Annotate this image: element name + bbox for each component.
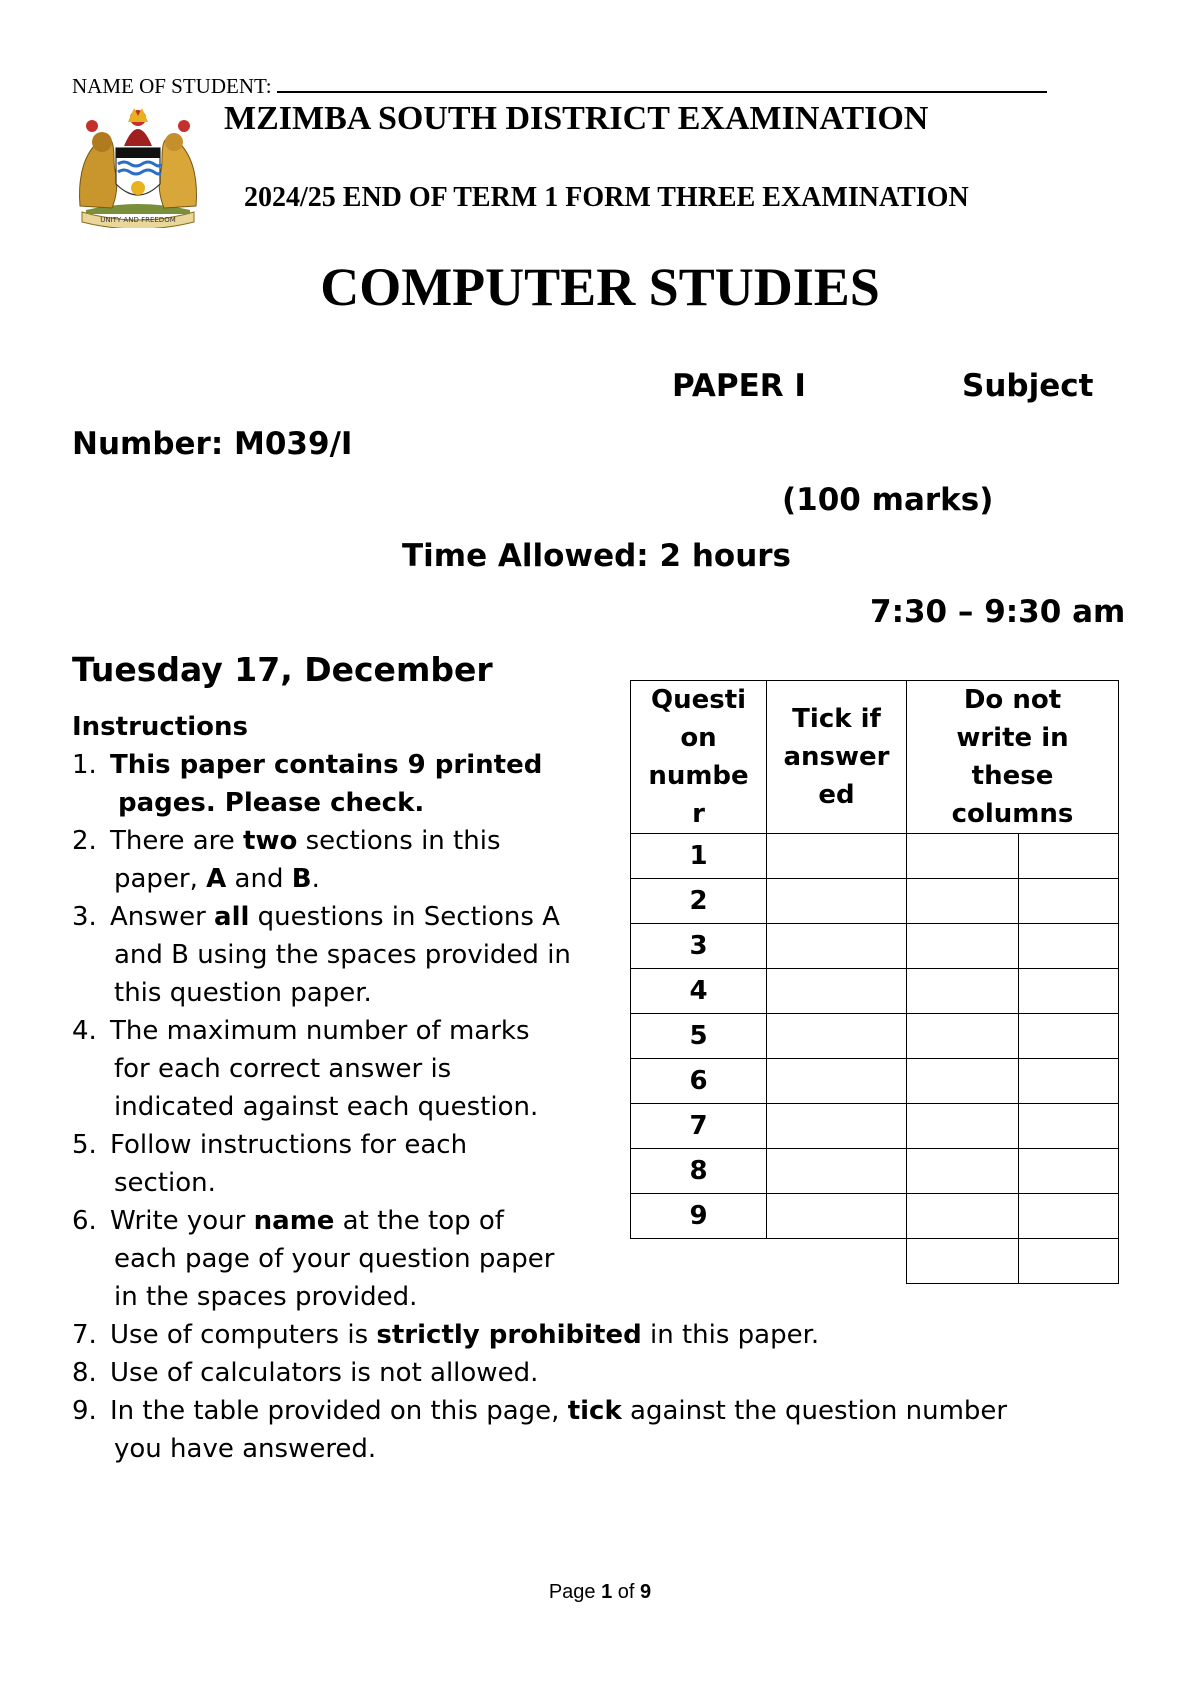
question-number: 7 xyxy=(631,1104,767,1149)
question-number: 4 xyxy=(631,969,767,1014)
student-name-blank[interactable] xyxy=(277,75,1047,93)
examiner-total-cell xyxy=(1019,1239,1119,1284)
page-word: Page xyxy=(548,1581,596,1603)
tick-cell[interactable] xyxy=(767,1059,907,1104)
examiner-cell xyxy=(907,1059,1019,1104)
tick-cell[interactable] xyxy=(767,834,907,879)
examiner-cell xyxy=(1019,924,1119,969)
student-name-label: NAME OF STUDENT: xyxy=(72,74,272,98)
tick-cell[interactable] xyxy=(767,1194,907,1239)
examiner-cell xyxy=(1019,1014,1119,1059)
page-footer xyxy=(0,1581,1200,1604)
exam-time: 7:30 – 9:30 am xyxy=(870,594,1126,630)
tick-cell[interactable] xyxy=(767,1014,907,1059)
instruction-item: 4. The maximum number of marks for each correct answer is indicated against each question. xyxy=(72,1016,539,1122)
instruction-item: 3. Answer all questions in Sections A and B using the spaces provided in this question paper. xyxy=(72,902,571,1008)
table-row xyxy=(631,1014,1119,1059)
examiner-cell xyxy=(907,1149,1019,1194)
tick-cell[interactable] xyxy=(767,969,907,1014)
instructions-heading: Instructions xyxy=(72,712,249,742)
examiner-cell xyxy=(1019,1104,1119,1149)
instruction-item: 5. Follow instructions for each section. xyxy=(72,1130,468,1198)
examiner-cell xyxy=(1019,1149,1119,1194)
subject-label: Subject xyxy=(962,368,1094,404)
question-number: 3 xyxy=(631,924,767,969)
question-number: 2 xyxy=(631,879,767,924)
question-number: 1 xyxy=(631,834,767,879)
total-marks: (100 marks) xyxy=(782,482,994,518)
examiner-cell xyxy=(1019,969,1119,1014)
examiner-cell xyxy=(907,1104,1019,1149)
table-row xyxy=(631,1059,1119,1104)
examiner-cell xyxy=(907,1014,1019,1059)
paper-label: PAPER I xyxy=(672,368,806,404)
subject-title: COMPUTER STUDIES xyxy=(320,257,880,317)
student-name-line[interactable] xyxy=(72,74,1047,99)
tick-cell[interactable] xyxy=(767,1149,907,1194)
page-total: 9 xyxy=(640,1581,652,1603)
district-title: MZIMBA SOUTH DISTRICT EXAMINATION xyxy=(224,100,929,137)
examiner-cell xyxy=(1019,1194,1119,1239)
table-row xyxy=(631,1194,1119,1239)
examiner-cell xyxy=(907,834,1019,879)
tick-cell[interactable] xyxy=(767,924,907,969)
instruction-item: 1. This paper contains 9 printed pages. Please check. xyxy=(72,750,543,818)
tick-cell[interactable] xyxy=(767,879,907,924)
table-header-row xyxy=(631,681,1119,834)
instruction-item: 6. Write your name at the top of each page of your question paper in the spaces provided. xyxy=(72,1206,555,1312)
examiner-cell xyxy=(907,879,1019,924)
question-number: 9 xyxy=(631,1194,767,1239)
subject-number: Number: M039/I xyxy=(72,426,353,462)
tick-cell[interactable] xyxy=(767,1104,907,1149)
coat-of-arms-icon xyxy=(72,102,204,228)
table-row xyxy=(631,1149,1119,1194)
examiner-only-header: Do not write in these columns xyxy=(907,681,1119,834)
examiner-cell xyxy=(907,924,1019,969)
instruction-item: 8. Use of calculators is not allowed. xyxy=(72,1358,539,1388)
examiner-total-cell xyxy=(907,1239,1019,1284)
motto-text: UNITY AND FREEDOM xyxy=(100,216,176,224)
question-number: 5 xyxy=(631,1014,767,1059)
examiner-cell xyxy=(1019,1059,1119,1104)
question-number: 6 xyxy=(631,1059,767,1104)
question-number: 8 xyxy=(631,1149,767,1194)
exam-date: Tuesday 17, December xyxy=(72,650,493,689)
table-row xyxy=(631,924,1119,969)
total-row xyxy=(631,1239,1119,1284)
tick-header: Tick if answer ed xyxy=(767,681,907,834)
table-row xyxy=(631,834,1119,879)
instruction-item: 7. Use of computers is strictly prohibited in this paper. xyxy=(72,1320,820,1350)
examiner-cell xyxy=(907,1194,1019,1239)
table-row xyxy=(631,1104,1119,1149)
table-row xyxy=(631,879,1119,924)
answer-tracking-table xyxy=(630,680,1119,1284)
page-number: 1 xyxy=(601,1581,613,1603)
instruction-item: 2. There are two sections in this paper, A and B. xyxy=(72,826,501,894)
time-allowed: Time Allowed: 2 hours xyxy=(402,538,792,574)
examiner-cell xyxy=(907,969,1019,1014)
examiner-cell xyxy=(1019,834,1119,879)
question-number-header: Questi on numbe r xyxy=(631,681,767,834)
table-row xyxy=(631,969,1119,1014)
exam-title: 2024/25 END OF TERM 1 FORM THREE EXAMINATION xyxy=(244,182,969,213)
examiner-cell xyxy=(1019,879,1119,924)
of-word: of xyxy=(617,1581,635,1603)
instruction-item: 9. In the table provided on this page, tick against the question number you have answered. xyxy=(72,1396,1008,1464)
